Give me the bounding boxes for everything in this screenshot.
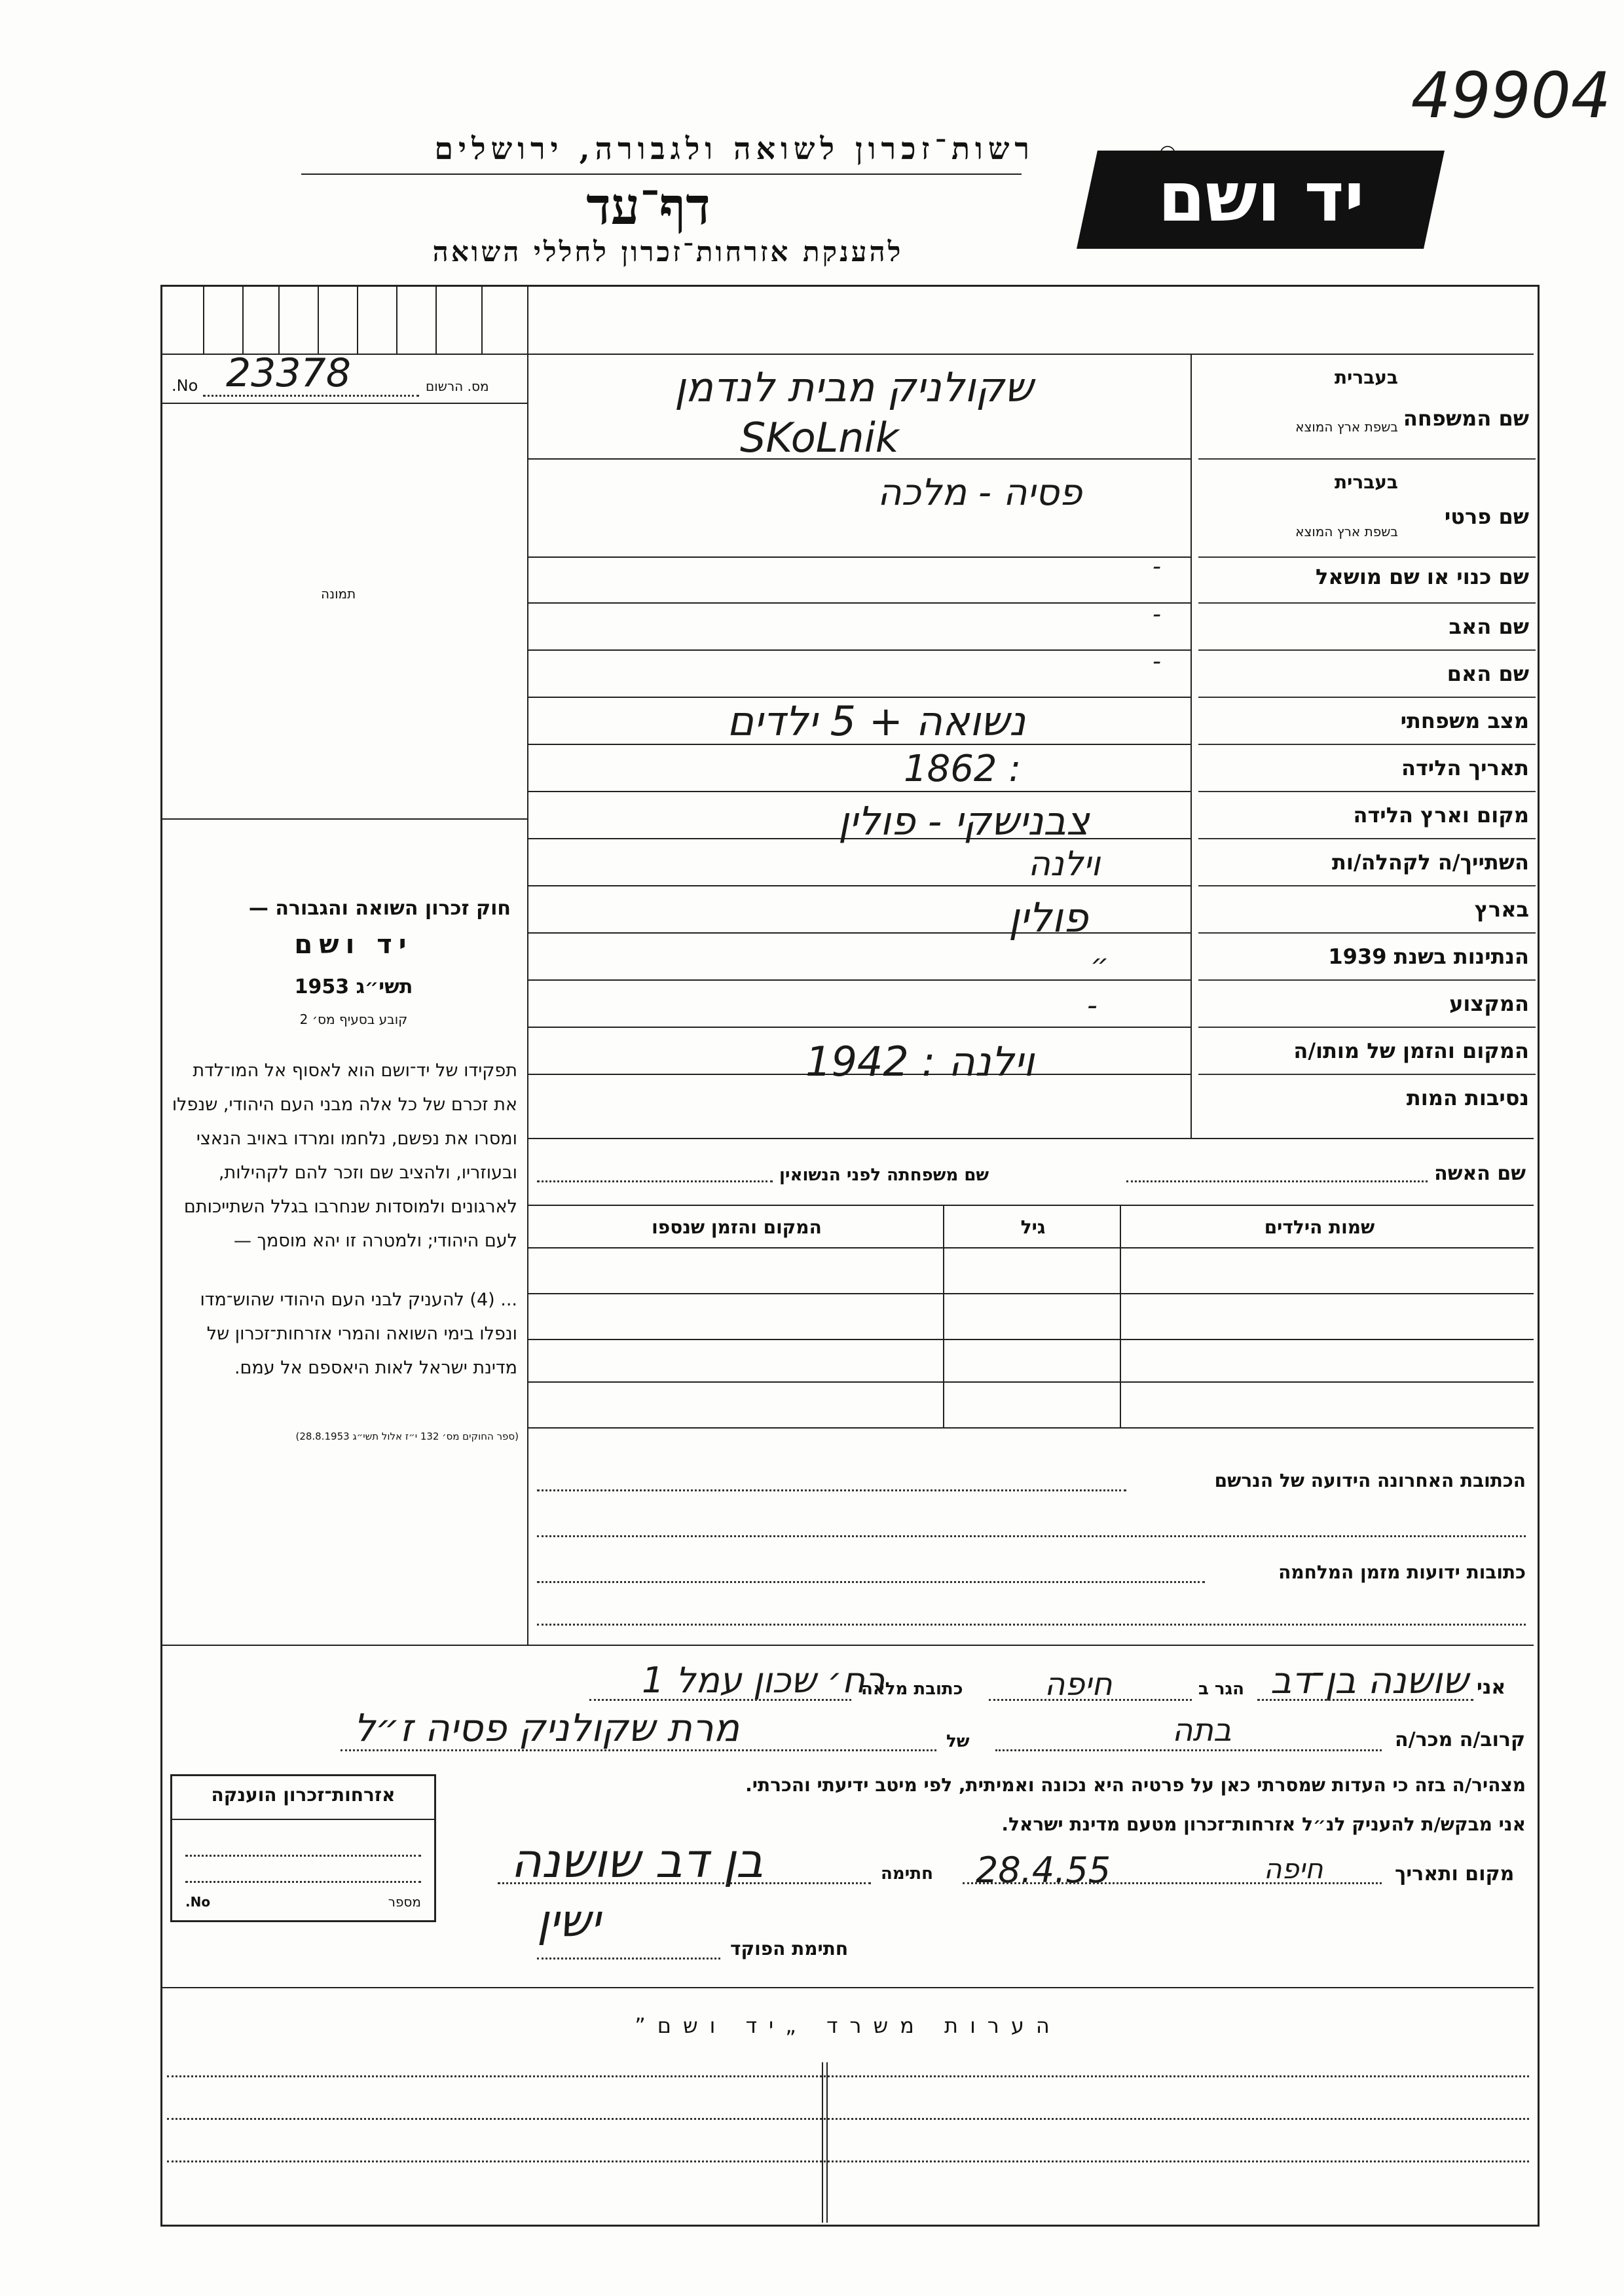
death-place-value: וילנה : 1942 bbox=[805, 1038, 1035, 1085]
profession-label: המקצוע bbox=[1449, 991, 1529, 1016]
place-date-label: מקום ותאריך bbox=[1395, 1863, 1515, 1886]
country-label: בארץ bbox=[1474, 897, 1529, 922]
top-box-line bbox=[318, 286, 319, 354]
table-row-line bbox=[528, 1293, 1534, 1294]
top-box-line bbox=[203, 286, 204, 354]
box-no-label: No. bbox=[185, 1894, 211, 1910]
reg-label: מס. הרשום bbox=[426, 378, 489, 394]
law-citation: (ספר החוקים מס׳ 132 י״ז אלול תשי״ג 28.8.1953) bbox=[295, 1430, 519, 1442]
notes-dotted bbox=[167, 2160, 1529, 2162]
family-name-label: שם המשפחה bbox=[1403, 406, 1529, 431]
fields-divider bbox=[1190, 354, 1192, 1138]
children-age-header: גיל bbox=[1020, 1216, 1046, 1238]
request-text: אני מבקש/ת להעניק לנ״ל אזרחות־זכרון מטעם מדינת ישראל. bbox=[1001, 1813, 1526, 1835]
place-value: חיפה bbox=[1264, 1853, 1323, 1885]
marital-label: מצב משפחתי bbox=[1400, 708, 1529, 733]
address-label: כתובת מלאה bbox=[861, 1679, 963, 1699]
citizenship-granted-box bbox=[170, 1774, 436, 1922]
value-rule bbox=[528, 556, 1190, 558]
notes-dotted bbox=[167, 2118, 1529, 2120]
declarant-city: חיפה bbox=[1044, 1666, 1113, 1703]
law-name: יד ושם bbox=[294, 930, 413, 960]
reg-dotted-line bbox=[203, 395, 419, 397]
children-names-header: שמות הילדים bbox=[1264, 1216, 1375, 1238]
wife-maiden-label: שם משפחתה לפני הנשואין bbox=[779, 1165, 989, 1185]
family-name-row bbox=[1198, 354, 1536, 460]
wartime-address-label: כתובות ידועות מזמן המלחמה bbox=[1278, 1561, 1526, 1583]
birth-date-label: תאריך הלידה bbox=[1401, 756, 1529, 780]
fields-column bbox=[1198, 354, 1536, 1138]
value-rule bbox=[528, 885, 1190, 886]
official-dotted bbox=[537, 1958, 720, 1959]
reg-no-label: No. bbox=[172, 376, 198, 395]
table-rule bbox=[528, 1247, 1534, 1248]
top-box-line bbox=[481, 286, 483, 354]
father-label: שם האב bbox=[1449, 614, 1529, 639]
marital-value: נשואה + 5 ילדים bbox=[727, 697, 1026, 745]
top-box-line bbox=[242, 286, 244, 354]
birth-place-value: צבנישקי - פולין bbox=[838, 799, 1090, 845]
value-rule bbox=[528, 791, 1190, 792]
box-dotted bbox=[185, 1855, 421, 1857]
official-signature-label: חתימת הפוקד bbox=[730, 1938, 849, 1959]
registration-number: 23378 bbox=[226, 350, 351, 396]
top-box-line bbox=[435, 286, 437, 354]
of-label: של bbox=[946, 1732, 970, 1751]
family-hebrew-label: בעברית bbox=[1334, 367, 1398, 388]
address-line-dotted bbox=[589, 1699, 851, 1701]
top-box-line bbox=[278, 286, 280, 354]
signature-label: חתימה bbox=[881, 1864, 933, 1884]
declarant-address: רח׳ שכון עמל 1 bbox=[642, 1660, 885, 1701]
wife-dotted bbox=[1126, 1180, 1428, 1182]
notes-dotted bbox=[167, 2075, 1529, 2077]
declarant-top-rule bbox=[162, 1645, 1534, 1646]
form-title: דף־עד bbox=[586, 177, 710, 236]
nickname-value: - bbox=[1153, 553, 1161, 580]
citizenship-label: הנתינות בשנת 1939 bbox=[1328, 944, 1529, 969]
last-address-label: הכתובת האחרונה הידועה של הנרשם bbox=[1214, 1470, 1526, 1491]
law-year: תשי״ג 1953 bbox=[294, 975, 413, 998]
mother-value: - bbox=[1153, 648, 1161, 675]
father-value: - bbox=[1153, 601, 1161, 628]
citizenship-box-title: אזרחות־זכרון הוענקה bbox=[211, 1784, 396, 1806]
reference-number: 49904 bbox=[1411, 59, 1611, 132]
declarant-signature: בן דב שושנה bbox=[511, 1833, 764, 1888]
table-col-line bbox=[943, 1205, 944, 1427]
maiden-dotted bbox=[537, 1180, 773, 1182]
logo-text: יד ושם bbox=[1158, 157, 1365, 237]
declarant-dotted bbox=[1257, 1699, 1473, 1701]
nickname-label: שם כנוי או שם מושאל bbox=[1315, 564, 1529, 589]
value-rule bbox=[528, 649, 1190, 651]
authority-title: רשות־זכרון לשואה ולגבורה, ירושלים bbox=[434, 131, 1035, 166]
law-clause-2: ... (4) להעניק לבני העם היהודי שהוש־מדו ונפלו בימי השואה והמרי אזרחות־זכרון של מדינת ישראל לאות היאספם אל עמם. bbox=[200, 1290, 517, 1378]
top-box-line bbox=[396, 286, 397, 354]
relation-value: בתה bbox=[1172, 1712, 1232, 1749]
value-rule bbox=[528, 1027, 1190, 1028]
address-dotted bbox=[537, 1535, 1526, 1537]
declarant-ani-label: אני bbox=[1477, 1676, 1506, 1699]
law-title: חוק זכרון השואה והגבורה — bbox=[248, 897, 511, 920]
birth-date-value: 1862 : bbox=[904, 748, 1022, 790]
form-subtitle: להענקת אזרחות־זכרון לחללי השואה bbox=[432, 236, 904, 268]
address-dotted bbox=[537, 1581, 1205, 1583]
declarant-name: שושנה בן־דב bbox=[1270, 1660, 1469, 1702]
statement-text: מצהיר/ה בזה כי העדות שמסרתי כאן על פרטיה היא נכונה ואמיתית, לפי מיטב ידיעתי והכרתי. bbox=[745, 1774, 1526, 1796]
mother-label: שם האם bbox=[1447, 661, 1529, 686]
notes-divider bbox=[826, 2062, 828, 2223]
notes-divider bbox=[822, 2062, 823, 2223]
city-dotted bbox=[989, 1699, 1192, 1701]
address-dotted bbox=[537, 1489, 1126, 1491]
given-name-row bbox=[1198, 458, 1536, 558]
of-name-value: מרת שקולניק פסיה ז״ל bbox=[354, 1705, 740, 1750]
law-clause-1: תפקידו של יד־ושם הוא לאסוף אל המו־לדת את זכרם של כל אלה מבני העם היהודי, שנפלו ומסרו את נפשם, נלחמו ומרדו באויב הנאצי ובעוזריו, ולהציב שם וזכר להם לקהילות, לארגונים ולמוסדות שנחרבו בגלל השתייכותם לעם היהודי; ולמטרה זו יהא מוסמך — bbox=[172, 1061, 517, 1251]
office-rule bbox=[162, 1987, 1534, 1988]
given-origin-label: בשפת ארץ המוצא bbox=[1295, 524, 1398, 539]
header-underline bbox=[301, 173, 1022, 175]
given-name-label: שם פרטי bbox=[1444, 504, 1529, 529]
place-date-dotted bbox=[963, 1882, 1382, 1884]
yad-vashem-logo bbox=[1077, 151, 1445, 249]
box-number-label: מספר bbox=[388, 1894, 421, 1910]
photo-rule bbox=[162, 818, 527, 820]
box-dotted bbox=[185, 1881, 421, 1883]
death-place-label: המקום והזמן של מותו/ה bbox=[1293, 1038, 1529, 1063]
profession-value: - bbox=[1087, 989, 1098, 1022]
photo-label: תמונה bbox=[321, 586, 356, 602]
official-signature: ישין bbox=[537, 1895, 601, 1947]
box-rule bbox=[172, 1819, 434, 1820]
family-origin-label: בשפת ארץ המוצא bbox=[1295, 419, 1398, 435]
birth-place-label: מקום וארץ הלידה bbox=[1353, 803, 1529, 828]
reg-rule bbox=[162, 403, 527, 404]
community-label: השתייך/ה לקהלה/ות bbox=[1331, 850, 1529, 875]
signature-dotted bbox=[498, 1882, 871, 1884]
given-hebrew-label: בעברית bbox=[1334, 471, 1398, 493]
wife-rule bbox=[528, 1205, 1534, 1206]
relative-label: קרוב/ה מכר/ה bbox=[1395, 1728, 1526, 1751]
resides-label: הגר ב bbox=[1198, 1679, 1245, 1699]
address-dotted bbox=[537, 1624, 1526, 1626]
table-row-line bbox=[528, 1427, 1534, 1429]
country-value: פולין bbox=[1008, 894, 1088, 941]
death-cause-label: נסיבות המות bbox=[1406, 1085, 1529, 1110]
value-rule bbox=[528, 602, 1190, 604]
law-section: קובע בסעיף מס׳ 2 bbox=[299, 1011, 408, 1027]
wife-label: שם האשה bbox=[1434, 1162, 1526, 1185]
fields-bottom-rule bbox=[528, 1138, 1534, 1139]
table-row-line bbox=[528, 1339, 1534, 1340]
date-value: 28.4.55 bbox=[976, 1850, 1111, 1891]
office-notes-title: הערות משרד „יד ושם” bbox=[635, 2013, 1061, 2038]
citizenship-value: ״ bbox=[1090, 948, 1109, 981]
left-column-divider bbox=[527, 286, 528, 1645]
value-rule bbox=[528, 932, 1190, 934]
table-col-line bbox=[1120, 1205, 1121, 1427]
given-name-value: פסיה - מלכה bbox=[877, 471, 1082, 514]
of-name-dotted bbox=[341, 1749, 936, 1751]
relation-dotted bbox=[995, 1749, 1382, 1751]
family-name-hebrew-value: שקולניק מבית לנדמן bbox=[674, 363, 1033, 411]
children-place-header: המקום והזמן שנספו bbox=[652, 1216, 822, 1238]
table-row-line bbox=[528, 1381, 1534, 1383]
top-box-line bbox=[357, 286, 358, 354]
community-value: וילנה bbox=[1028, 845, 1101, 884]
family-name-origin-value: SKoLnik bbox=[740, 414, 899, 462]
